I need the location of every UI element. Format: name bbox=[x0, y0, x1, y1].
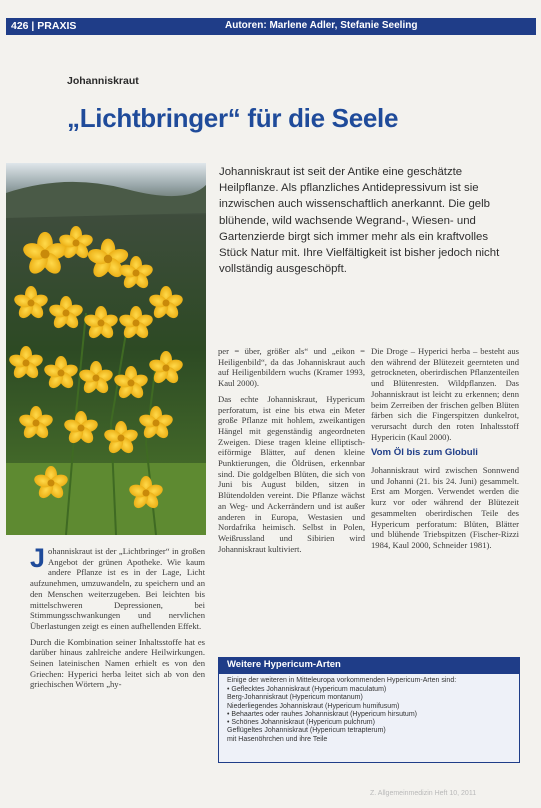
body-column-3 bbox=[371, 346, 519, 556]
body-paragraph: Das echte Johanniskraut, Hypericum perforatum, ist eine bis etwa ein Meter große Pflanze mit hohlem, zweikantigen Hängel mit gegenständig angeordneten Zweigen. Diese tragen kleine elliptisch-eiförmige Blätter, auf denen kleine Punktierungen, die Öldrüsen, erkennbar sind. Die goldgelben Blüten, die sich von Juni bis August bilden, sitzen in Blütendolden vereint. Die Pflanze wächst an Weg- und Ackerrändern und ist außer anderen in Europa, Westasien und Nordafrika heimisch. Selbst in Polen, Weißrussland und Sibirien wird Johanniskraut kultiviert. bbox=[218, 393, 365, 554]
list-item: • Behaartes oder rauhes Johanniskraut (Hypericum hirsutum) bbox=[227, 710, 417, 718]
section-label: 426 | PRAXIS bbox=[11, 20, 77, 32]
article-lead: Johanniskraut ist seit der Antike eine geschätzte Heilpflanze. Als pflanzliches Antidepressivum ist sie inzwischen auch wissenschaftlich anerkannt. Die gelb blühende, wild wachsende Wegrand-, Wiesen- und Gartenzierde birgt sich immer mehr als ein kraftvolles Stück Natur mit. Ihre Vielfältigkeit ist bisher jedoch nicht vollständig ausgeschöpft. bbox=[219, 166, 500, 276]
page-footer: Z. Allgemeinmedizin Heft 10, 2011 bbox=[370, 790, 477, 797]
list-item: • Schönes Johanniskraut (Hypericum pulchrum) bbox=[227, 719, 375, 727]
list-item: Niederliegendes Johanniskraut (Hypericum humifusum) bbox=[227, 702, 400, 710]
body-column-2 bbox=[218, 346, 365, 559]
st-johns-wort-photo bbox=[6, 163, 206, 535]
article-title: „Lichtbringer“ für die Seele bbox=[67, 103, 399, 133]
authors-line: Autoren: Marlene Adler, Stefanie Seeling bbox=[225, 20, 418, 31]
section-subheading: Vom Öl bis zum Globuli bbox=[371, 447, 478, 459]
article-kicker: Johanniskraut bbox=[67, 75, 139, 87]
body-paragraph: Die Droge – Hyperici herba – besteht aus den während der Blütezeit geernteten und getrockneten, oberirdischen Pflanzenteilen und Blütenresten. Wildpflanzen. Das Johanniskraut ist leicht zu erkennen; denn beim Zerreiben der frischen gelben Blüten färben sich die Fingerspitzen dunkelrot, verursacht durch den roten Inhaltsstoff Hypericin (Kaul 2000). bbox=[371, 346, 519, 442]
body-column-1 bbox=[30, 543, 205, 695]
species-list bbox=[219, 686, 519, 744]
info-box-intro: Einige der weiteren in Mitteleuropa vorkommenden Hypericum-Arten sind: bbox=[227, 677, 457, 684]
list-item: • Geflecktes Johanniskraut (Hypericum maculatum) bbox=[227, 685, 387, 693]
body-paragraph: per = über, größer als“ und „eikon = Heiligenbild“, da das Johanniskraut auch auf Heiligenbildern wuchs (Kramer 1993, Kaul 2000). bbox=[218, 346, 365, 389]
list-item: Geflügeltes Johanniskraut (Hypericum tetrapterum) bbox=[227, 727, 386, 735]
body-paragraph: Durch die Kombination seiner Inhaltsstoffe hat es darüber hinaus zahlreiche andere Heilwirkungen. Seinen lateinischen Namen erhielt es von den Griechen: Hyperici herba leitet sich ab von den griechischen Wörtern „hy- bbox=[30, 636, 205, 690]
body-paragraph: ohanniskraut ist der „Lichtbringer“ in großen Angebot der grünen Apotheke. Wie kaum andere Pflanze ist es in der Lage, Licht aufzunehmen, umzuwandeln, zu speichern und an den Menschen weiterzugeben. Bei leichten bis mittelschweren Depressionen, bei Stimmungsschwankungen und nervlichen Überlastungen zeigt es einen aufhellenden Effekt. bbox=[30, 546, 205, 631]
flower-illustration bbox=[6, 163, 206, 535]
body-paragraph: Johanniskraut wird zwischen Sonnwend und Johanni (21. bis 24. Juni) gesammelt. Erst am Morgen. Verwendet werden die kurz vor oder während der Blütezeit gesammelten oberirdischen Teile des Hypericum perforatum: Blüten, Blätter und blühende Triebspitzen (Fischer-Rizzi 1984, Kaul 2000, Schneider 1981). bbox=[371, 465, 519, 550]
info-box bbox=[218, 657, 520, 763]
list-item: Berg-Johanniskraut (Hypericum montanum) bbox=[227, 694, 363, 702]
info-box-heading: Weitere Hypericum-Arten bbox=[219, 658, 519, 674]
list-item: mit Hasenöhrchen und ihre Teile bbox=[227, 735, 328, 743]
drop-cap: J bbox=[30, 543, 46, 573]
header-bar bbox=[6, 18, 536, 35]
